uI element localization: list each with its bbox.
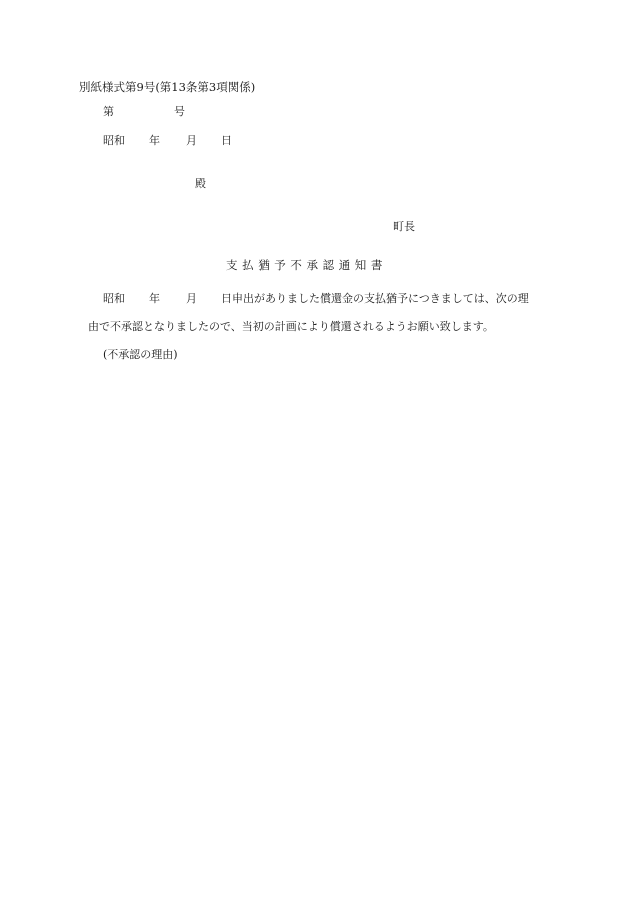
document-number-suffix: 号 [174, 105, 185, 118]
date-day: 日 [221, 134, 232, 147]
reason-heading: (不承認の理由) [103, 348, 178, 361]
body-date-era: 昭和 [103, 292, 125, 305]
document-title: 支払猶予不承認通知書 [226, 258, 387, 272]
sender-title: 町長 [393, 220, 415, 233]
date-month: 月 [186, 134, 197, 147]
body-text-line-1: 日申出がありました償還金の支払猶予につきましては、次の理 [221, 292, 529, 305]
document-number-label: 第 [103, 105, 114, 118]
body-date-month: 月 [186, 292, 197, 305]
body-date-year: 年 [149, 292, 160, 305]
date-era: 昭和 [103, 134, 125, 147]
date-year: 年 [149, 134, 160, 147]
addressee-honorific: 殿 [195, 177, 206, 190]
form-number: 別紙様式第9号(第13条第3項関係) [79, 80, 256, 94]
body-text-line-2: 由で不承認となりましたので、当初の計画により償還されるようお願い致します。 [88, 320, 494, 333]
